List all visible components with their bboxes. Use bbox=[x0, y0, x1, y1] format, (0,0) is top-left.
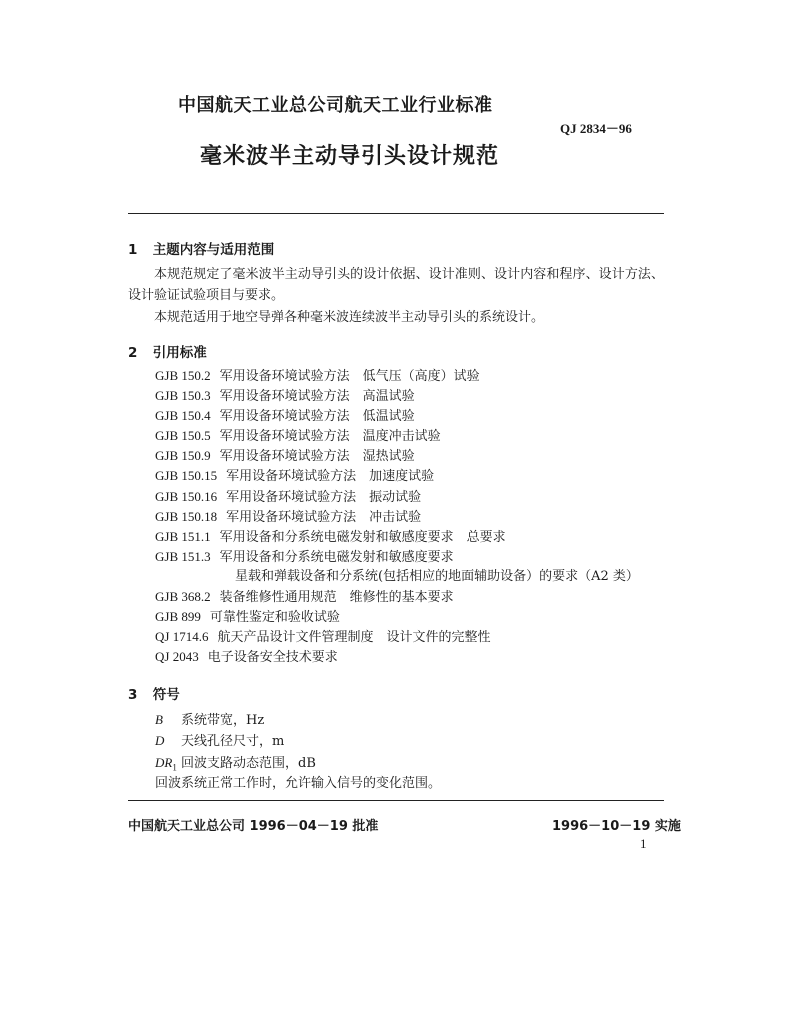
implementation-line: 1996－10－19 实施 bbox=[552, 819, 681, 834]
section-title: 主题内容与适用范围 bbox=[152, 242, 275, 258]
section-2-heading bbox=[128, 341, 207, 361]
reference-item bbox=[155, 487, 639, 507]
reference-item bbox=[155, 547, 639, 567]
reference-item bbox=[155, 466, 639, 486]
reference-title: 军用设备环境试验方法 低气压（高度）试验 bbox=[219, 369, 480, 384]
reference-title: 装备维修性通用规范 维修性的基本要求 bbox=[219, 590, 454, 606]
reference-title: 军用设备环境试验方法 高温试验 bbox=[219, 389, 415, 405]
reference-code: GJB 899 bbox=[155, 609, 201, 625]
symbol-item bbox=[155, 709, 441, 730]
page-number: 1 bbox=[640, 836, 647, 851]
reference-title: 军用设备环境试验方法 湿热试验 bbox=[219, 449, 415, 465]
paragraph: 本规范规定了毫米波半主动导引头的设计依据、设计准则、设计内容和程序、设计方法、设计验证试验项目与要求。 bbox=[128, 267, 664, 303]
symbol-description: 回波支路动态范围，dB bbox=[181, 755, 316, 771]
organization-header: 中国航天工业总公司航天工业行业标准 bbox=[178, 95, 493, 116]
section-number: 3 bbox=[128, 687, 138, 703]
reference-code: GJB 150.3 bbox=[155, 388, 211, 404]
reference-item bbox=[155, 587, 639, 607]
reference-title: 军用设备环境试验方法 振动试验 bbox=[226, 489, 422, 505]
reference-item bbox=[155, 386, 639, 406]
reference-item bbox=[155, 507, 639, 527]
reference-title: 军用设备环境试验方法 加速度试验 bbox=[226, 469, 435, 485]
reference-code: GJB 150.5 bbox=[155, 428, 211, 444]
reference-code: QJ 1714.6 bbox=[155, 629, 209, 645]
symbol-item bbox=[155, 752, 441, 773]
reference-title: 航天产品设计文件管理制度 设计文件的完整性 bbox=[217, 630, 491, 646]
reference-item bbox=[155, 607, 639, 627]
symbol-name: B bbox=[155, 712, 163, 727]
reference-item bbox=[155, 426, 639, 446]
standard-code: QJ 2834－96 bbox=[560, 121, 632, 136]
reference-title: 电子设备安全技术要求 bbox=[207, 650, 338, 666]
reference-title: 军用设备环境试验方法 冲击试验 bbox=[226, 509, 422, 525]
symbol-description: 系统带宽，Hz bbox=[181, 713, 265, 728]
reference-item bbox=[155, 527, 639, 547]
reference-code: GJB 151.3 bbox=[155, 548, 211, 564]
reference-title: 可靠性鉴定和验收试验 bbox=[209, 610, 340, 626]
reference-code: GJB 150.15 bbox=[155, 468, 218, 484]
section-title: 符号 bbox=[152, 687, 180, 703]
section-1-body bbox=[128, 264, 664, 328]
section-number: 2 bbox=[128, 345, 138, 361]
reference-item bbox=[155, 627, 639, 647]
reference-title: 军用设备环境试验方法 温度冲击试验 bbox=[219, 429, 441, 445]
symbol-name: D bbox=[155, 733, 165, 749]
section-number: 1 bbox=[128, 242, 138, 258]
reference-item bbox=[155, 647, 639, 667]
symbol-note: 回波系统正常工作时，允许输入信号的变化范围。 bbox=[155, 775, 442, 791]
section-1-heading bbox=[128, 238, 274, 258]
reference-code: QJ 2043 bbox=[155, 649, 199, 665]
reference-item bbox=[155, 406, 639, 426]
reference-continuation: 星载和弹载设备和分系统(包括相应的地面辅助设备）的要求（A2 类） bbox=[235, 568, 639, 584]
reference-item bbox=[155, 366, 639, 386]
paragraph: 本规范适用于地空导弹各种毫米波连续波半主动导引头的系统设计。 bbox=[154, 310, 545, 325]
reference-code: GJB 150.2 bbox=[155, 368, 211, 383]
reference-code: GJB 151.1 bbox=[155, 528, 211, 544]
section-3-heading bbox=[128, 683, 180, 703]
reference-title: 军用设备和分系统电磁发射和敏感度要求 bbox=[219, 549, 454, 565]
section-title: 引用标准 bbox=[152, 345, 207, 361]
symbol-list bbox=[155, 709, 441, 794]
symbol-item bbox=[155, 730, 441, 751]
reference-title: 军用设备和分系统电磁发射和敏感度要求 总要求 bbox=[219, 529, 506, 545]
reference-list bbox=[155, 366, 639, 667]
reference-code: GJB 150.18 bbox=[155, 508, 218, 524]
approval-line: 中国航天工业总公司 1996－04－19 批准 bbox=[128, 819, 379, 834]
symbol-description: 天线孔径尺寸，m bbox=[181, 734, 285, 750]
reference-code: GJB 368.2 bbox=[155, 589, 211, 605]
header-divider bbox=[128, 213, 664, 214]
reference-code: GJB 150.4 bbox=[155, 408, 211, 424]
symbol-name: $DR_1$ bbox=[155, 754, 177, 773]
reference-code: GJB 150.9 bbox=[155, 448, 211, 464]
document-title: 毫米波半主动导引头设计规范 bbox=[200, 144, 500, 169]
reference-title: 军用设备环境试验方法 低温试验 bbox=[219, 409, 415, 425]
reference-code: GJB 150.16 bbox=[155, 488, 218, 504]
reference-item bbox=[155, 446, 639, 466]
footer-divider bbox=[128, 800, 664, 801]
